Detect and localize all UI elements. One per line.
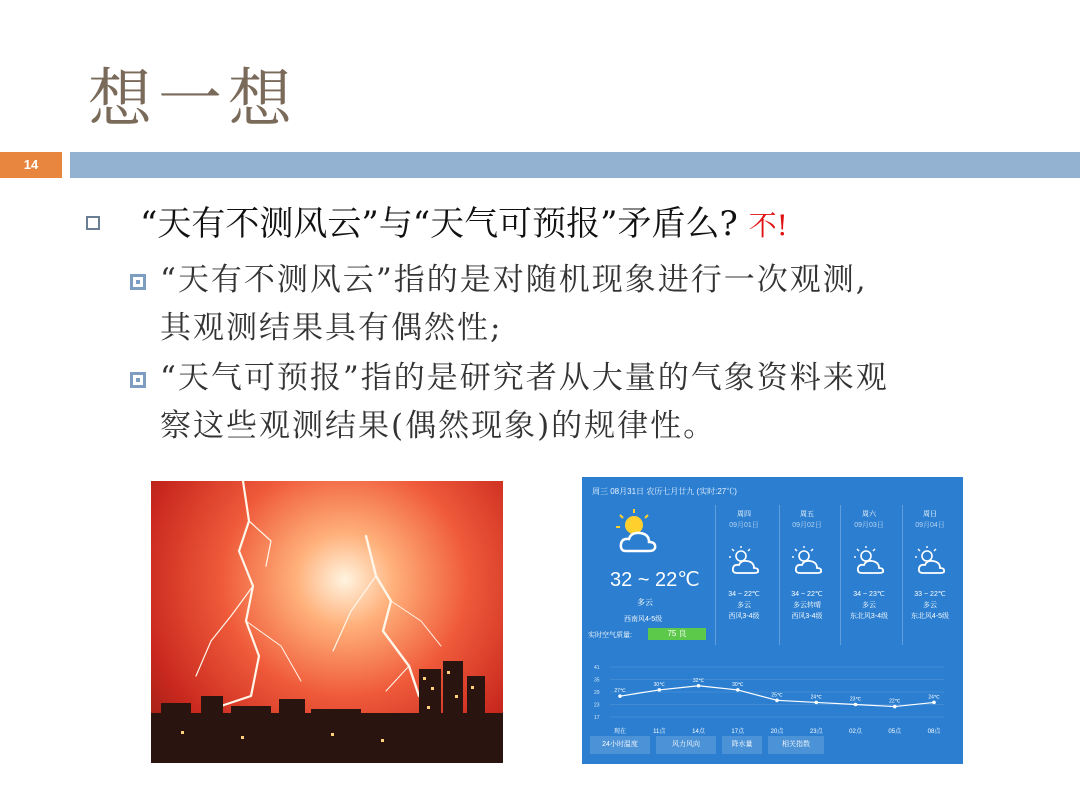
title-divider-bar: [70, 152, 1080, 178]
day-date: 09月02日: [792, 522, 822, 529]
day-name: 周五: [800, 511, 814, 518]
partly-cloudy-sun-icon: [913, 545, 947, 577]
day-temp: 34 ~ 23℃: [853, 591, 885, 598]
temperature-data-label: 30℃: [653, 681, 665, 688]
temperature-point: [618, 694, 622, 698]
partly-cloudy-sun-icon: [727, 545, 761, 577]
day-temp: 34 ~ 22℃: [791, 591, 823, 598]
forecast-day: [902, 509, 958, 622]
sub-point-random-line2: 其观测结果具有偶然性;: [160, 310, 503, 346]
y-tick-label: 29: [594, 690, 600, 696]
question-answer: 不!: [748, 209, 788, 242]
day-wind: 西风3-4级: [791, 613, 823, 620]
tab-wind[interactable]: 风力风向: [656, 736, 716, 754]
x-tick-label: 14点: [692, 729, 705, 735]
sub-point-forecast-line2: 察这些观测结果(偶然现象)的规律性。: [160, 408, 717, 444]
temperature-point: [775, 699, 779, 703]
day-wind: 东北风4-5级: [910, 613, 950, 620]
bullet-square-icon: [86, 216, 100, 230]
weather-forecast-widget: [582, 477, 963, 764]
day-temp: 34 ~ 22℃: [728, 591, 760, 598]
x-tick-label: 11点: [653, 729, 666, 735]
today-wind: 西南风4-5级: [624, 616, 663, 623]
tab-indices[interactable]: 相关指数: [768, 736, 824, 754]
question-text: “天有不测风云”与“天气可预报”矛盾么?: [140, 204, 738, 244]
temperature-data-label: 23℃: [849, 696, 862, 703]
temperature-point: [893, 705, 897, 709]
main-question: [140, 196, 788, 245]
x-tick-label: 17点: [731, 729, 745, 735]
x-tick-label: 现在: [613, 729, 627, 735]
today-temperature: 32 ~ 22℃: [610, 569, 700, 591]
sub-bullet-icon: [130, 274, 146, 290]
forecast-day: [779, 509, 835, 622]
day-wind: 西风3-4级: [728, 613, 760, 620]
lightning-storm-photo: [151, 481, 503, 763]
temperature-point: [697, 684, 701, 688]
partly-cloudy-sun-icon: [852, 545, 886, 577]
day-date: 09月03日: [854, 522, 884, 529]
partly-cloudy-sun-icon: [790, 545, 824, 577]
sub-point-random-line1: “天有不测风云”指的是对随机现象进行一次观测,: [160, 262, 868, 298]
x-tick-label: 08点: [927, 729, 941, 735]
y-tick-label: 35: [594, 677, 600, 684]
sub-point-random: [160, 256, 1040, 352]
temperature-data-label: 27℃: [614, 688, 626, 695]
partly-cloudy-sun-icon: [612, 507, 664, 559]
temperature-point: [932, 701, 936, 705]
temperature-point: [736, 688, 740, 692]
day-condition: 多云: [862, 602, 876, 609]
day-name: 周六: [862, 511, 876, 518]
x-tick-label: 23点: [809, 729, 823, 735]
x-tick-label: 02点: [849, 729, 862, 735]
today-condition: 多云: [637, 598, 653, 607]
air-quality-value: 75 良: [648, 628, 706, 640]
temperature-point: [657, 688, 661, 692]
hourly-temperature-chart: [592, 661, 954, 741]
temperature-data-label: 24℃: [810, 694, 822, 701]
day-date: 09月04日: [915, 522, 945, 529]
temperature-data-label: 30℃: [732, 681, 744, 688]
forecast-day: [841, 509, 897, 622]
day-name: 周日: [923, 511, 937, 518]
y-tick-label: 17: [594, 715, 600, 721]
temperature-data-label: 24℃: [928, 694, 940, 701]
tab-precipitation[interactable]: 降水量: [722, 736, 762, 754]
sub-point-forecast: [160, 354, 1040, 450]
temperature-point: [854, 703, 858, 707]
weather-header: 周三 08月31日 农历七月廿九 (实时:27℃): [592, 487, 737, 496]
day-wind: 东北风3-4级: [849, 613, 889, 620]
x-tick-label: 05点: [888, 729, 902, 735]
temperature-data-label: 32℃: [692, 677, 705, 684]
day-temp: 33 ~ 22℃: [914, 591, 946, 598]
temperature-data-label: 22℃: [889, 698, 901, 705]
sub-bullet-icon: [130, 372, 146, 388]
forecast-day: [716, 509, 772, 622]
x-tick-label: 20点: [770, 729, 784, 735]
day-condition: 多云转晴: [793, 602, 821, 609]
sub-point-forecast-line1: “天气可预报”指的是研究者从大量的气象资料来观: [160, 360, 889, 396]
air-quality-label: 实时空气质量:: [588, 632, 632, 639]
page-number: 14: [0, 152, 62, 178]
y-tick-label: 23: [594, 702, 600, 709]
day-name: 周四: [737, 511, 751, 518]
temperature-point: [814, 701, 818, 705]
y-tick-label: 41: [594, 665, 600, 671]
slide-title: 想一想: [88, 63, 298, 137]
day-date: 09月01日: [729, 522, 759, 529]
day-condition: 多云: [737, 602, 751, 609]
day-condition: 多云: [923, 602, 937, 609]
temperature-data-label: 25℃: [771, 692, 783, 699]
tab-24h-temp[interactable]: 24小时温度: [590, 736, 650, 754]
